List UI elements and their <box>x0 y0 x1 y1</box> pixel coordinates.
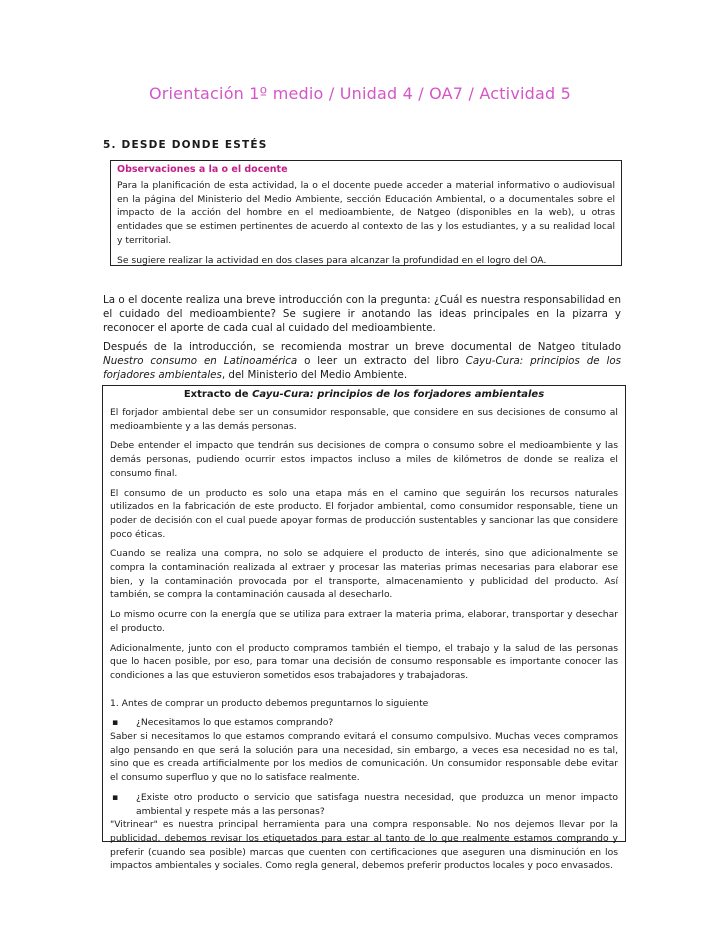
extract-paragraph: Debe entender el impacto que tendrán sus decisiones de compra o consumo sobre el medioambiente y las demás personas, pudiendo ocurrir estos impactos incluso a miles de kilómetros de donde se realiza el consumo final. <box>110 440 618 479</box>
teacher-notes-box <box>110 160 622 266</box>
documentary-title: Nuestro consumo en Latinoamérica <box>103 355 298 368</box>
question-text: ¿Existe otro producto o servicio que satisfaga nuestra necesidad, que produzca un menor impacto ambiental y respete más a las personas? <box>136 791 618 817</box>
book-title: Cayu-Cura: principios de los forjadores ambientales <box>103 355 621 382</box>
recommendation-paragraph <box>103 340 621 383</box>
extract-heading-prefix: Extracto de <box>183 389 253 400</box>
intro-paragraph: La o el docente realiza una breve introducción con la pregunta: ¿Cuál es nuestra responsabilidad en el cuidado del medioambiente? Se sugiere ir anotando las ideas principales en la pizarra y reconocer el aporte de cada cual al cuidado del medioambiente. <box>103 294 621 335</box>
list-heading: 1. Antes de comprar un producto debemos preguntarnos lo siguiente <box>110 697 429 709</box>
recommendation-text: o leer un extracto del libro <box>297 355 466 368</box>
extract-paragraph: Lo mismo ocurre con la energía que se utiliza para extraer la materia prima, elaborar, transportar y desechar el producto. <box>110 609 618 634</box>
extract-box <box>102 385 626 872</box>
question-text: ¿Necesitamos lo que estamos comprando? <box>136 717 334 729</box>
section-heading: 5. DESDE DONDE ESTÉS <box>103 139 268 151</box>
recommendation-text: , del Ministerio del Medio Ambiente. <box>221 369 408 382</box>
list-item <box>110 716 618 730</box>
extract-paragraph: Cuando se realiza una compra, no solo se adquiere el producto de interés, sino que adicionalmente se compra la contaminación realizada al extraer y procesar las materias primas necesarias para elaborar ese bien, y la contaminación provocada por el transporte, almacenamiento y publicidad del producto. Así también, se compra la contaminación causada al desecharlo. <box>110 548 618 601</box>
extract-heading <box>110 389 618 400</box>
extract-heading-title: Cayu-Cura: principios de los forjadores ambientales <box>252 389 545 400</box>
teacher-notes-heading: Observaciones a la o el docente <box>117 164 288 175</box>
extract-paragraph: El forjador ambiental debe ser un consumidor responsable, que considere en sus decisiones de consumo al medioambiente y a las demás personas. <box>110 407 618 432</box>
teacher-notes-paragraph: Para la planificación de esta actividad, la o el docente puede acceder a material informativo o audiovisual en la página del Ministerio del Medio Ambiente, sección Educación Ambiental, o a documentales sobre el impacto de la acción del hombre en el medioambiente, de Natgeo (disponibles en la web), u otras entidades que se estimen pertinentes de acuerdo al contexto de las y los estudiantes, y a su realidad local y territorial. <box>117 180 615 246</box>
page-title: Orientación 1º medio / Unidad 4 / OA7 / Actividad 5 <box>148 84 572 103</box>
bullet-icon: ▪ <box>112 791 119 803</box>
answer-text: "Vitrinear" es nuestra principal herramienta para una compra responsable. No nos dejemos llevar por la publicidad, debemos revisar los etiquetados para estar al tanto de lo que realmente estamos comprando y preferir (cuando sea posible) marcas que cuenten con certificaciones que aseguren una disminución en los impactos ambientales y sociales. Como regla general, debemos preferir productos locales y poco envasados. <box>110 819 618 872</box>
extract-paragraph: Adicionalmente, junto con el producto compramos también el tiempo, el trabajo y la salud de las personas que lo hacen posible, por eso, para tomar una decisión de consumo responsable es importante conocer las condiciones a las que estuvieron sometidos esos trabajadores y trabajadoras. <box>110 642 618 681</box>
list-item <box>110 791 618 818</box>
extract-paragraph: El consumo de un producto es solo una etapa más en el camino que seguirán los recursos naturales utilizados en la fabricación de este producto. El forjador ambiental, como consumidor responsable, tiene un poder de decisión con el cual puede apoyar formas de producción sustentables y sancionar las que considere poco éticas. <box>110 487 618 540</box>
teacher-notes-paragraph: Se sugiere realizar la actividad en dos clases para alcanzar la profundidad en el logro del OA. <box>117 254 547 266</box>
bullet-icon: ▪ <box>112 717 119 729</box>
answer-text: Saber si necesitamos lo que estamos comprando evitará el consumo compulsivo. Muchas veces compramos algo pensando en que será la solución para una necesidad, sin embargo, a veces esa necesidad no es tal, sino que es creada artificialmente por los medios de comunicación. Un consumidor responsable debe evitar el consumo superfluo y que no lo satisface realmente. <box>110 731 618 784</box>
recommendation-text: Después de la introducción, se recomienda mostrar un breve documental de Natgeo titulado <box>103 341 621 353</box>
